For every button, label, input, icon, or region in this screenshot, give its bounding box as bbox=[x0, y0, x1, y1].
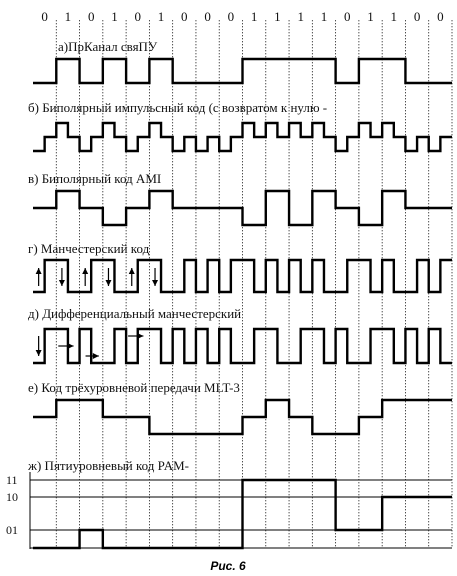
caption-pam5: ж) Пятиуровневый код PAM- bbox=[28, 458, 189, 473]
bit-label: 0 bbox=[134, 9, 141, 24]
bit-label: 1 bbox=[157, 9, 165, 24]
bit-label: 0 bbox=[181, 9, 188, 24]
bit-label: 1 bbox=[274, 9, 281, 24]
nrz-waveform bbox=[33, 59, 452, 83]
caption-bipolar-rz: б) Биполярный импульсный код (с возвратом к нулю - bbox=[28, 100, 328, 115]
bit-sequence-header bbox=[41, 9, 443, 24]
bit-label: 1 bbox=[250, 9, 258, 24]
caption-manchester: г) Манчестерский код bbox=[28, 241, 150, 256]
transition-arrowhead bbox=[36, 350, 42, 356]
ami-waveform bbox=[33, 191, 452, 225]
waveforms bbox=[33, 59, 452, 548]
bit-label: 0 bbox=[344, 9, 351, 24]
pam5-level-label: 01 bbox=[6, 523, 18, 537]
bit-label: 0 bbox=[413, 9, 421, 24]
figure-caption: Рис. 6 bbox=[210, 559, 246, 573]
caption-ami: в) Биполярный код AMI bbox=[28, 171, 162, 186]
bit-label: 1 bbox=[297, 9, 304, 24]
transition-arrowhead bbox=[137, 333, 143, 339]
bit-label: 0 bbox=[437, 9, 444, 24]
transition-arrowhead bbox=[68, 343, 74, 349]
transition-arrowhead bbox=[93, 353, 99, 359]
bit-label: 0 bbox=[227, 9, 235, 24]
transition-arrowhead bbox=[59, 280, 65, 286]
transition-arrowhead bbox=[105, 280, 111, 286]
bit-label: 0 bbox=[41, 9, 48, 24]
caption-mlt3: е) Код трёхуровневой передачи MLT-3 bbox=[28, 380, 240, 395]
pam5-axes bbox=[6, 472, 452, 549]
caption-nrz: а)ПрКанал свяПУ bbox=[58, 39, 158, 54]
transition-arrowhead bbox=[82, 268, 88, 274]
bit-label: 1 bbox=[390, 9, 398, 24]
transition-arrowhead bbox=[152, 280, 158, 286]
differential-manchester-waveform bbox=[33, 329, 452, 363]
bit-label: 0 bbox=[87, 9, 95, 24]
bit-label: 1 bbox=[367, 9, 374, 24]
transition-arrowhead bbox=[129, 268, 135, 274]
pam5-waveform bbox=[33, 480, 452, 548]
bit-label: 0 bbox=[204, 9, 211, 24]
pam5-level-label: 10 bbox=[6, 490, 18, 504]
bit-label: 1 bbox=[111, 9, 118, 24]
caption-differential-manchester: д) Дифференциальный манчестерский bbox=[28, 306, 242, 321]
bit-label: 1 bbox=[64, 9, 72, 24]
transition-arrowhead bbox=[36, 268, 42, 274]
bit-label: 1 bbox=[320, 9, 328, 24]
pam5-level-label: 11 bbox=[6, 473, 18, 487]
